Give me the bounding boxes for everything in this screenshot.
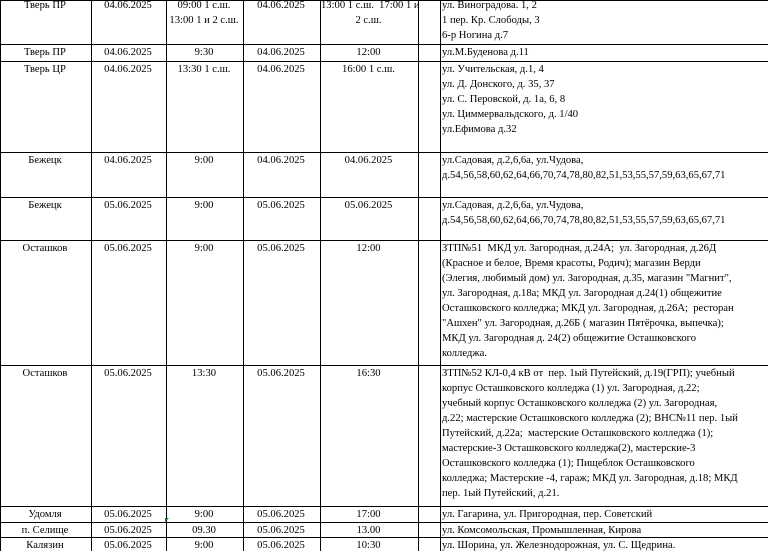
cell-address: ул. Гагарина, ул. Пригородная, пер. Советский <box>442 509 653 520</box>
cell-address: ул. Комсомольская, Промышленная, Кирова <box>442 525 642 536</box>
cell-start-date: 05.06.2025 <box>104 540 152 551</box>
cell-comment-marker <box>165 518 169 522</box>
cell-start-date: 05.06.2025 <box>104 525 152 536</box>
cell-region: Тверь ЦР <box>24 64 66 75</box>
cell-end-time: 05.06.2025 <box>344 200 393 211</box>
cell-start-time: 9:00 <box>194 540 214 551</box>
cell-end-time: 12:00 <box>356 243 381 254</box>
cell-end-time: 17:00 <box>356 509 381 520</box>
cell-end-time: 13.00 <box>356 525 381 536</box>
cell-region: Бежецк <box>28 155 62 166</box>
cell-address: ул.М.Буденова д.11 <box>442 47 529 58</box>
cell-region: Удомля <box>28 509 62 520</box>
cell-start-time: 13:30 1 с.ш. <box>177 64 231 75</box>
cell-start-time: 13:30 <box>191 368 217 379</box>
cell-start-date: 05.06.2025 <box>104 368 152 379</box>
cell-end-time: 10:30 <box>356 540 381 551</box>
cell-start-time: 9:00 <box>194 200 214 211</box>
cell-address: ул.Садовая, д.2,6,6а, ул.Чудова, д.54,56,58,60,62,64,66,70,74,78,80,82,51,53,55,57,59,63,65,67,71 <box>442 200 726 226</box>
cell-end-date: 05.06.2025 <box>257 368 305 379</box>
cell-end-date: 05.06.2025 <box>257 525 305 536</box>
cell-region: Тверь ПР <box>24 0 66 11</box>
cell-start-time: 09.30 <box>192 525 216 536</box>
cell-end-date: 05.06.2025 <box>257 509 305 520</box>
cell-address: ул. Шорина, ул. Железнодорожная, ул. С. Щедрина. <box>442 540 676 551</box>
cell-end-date: 04.06.2025 <box>257 155 305 166</box>
cell-start-time: 9:00 <box>194 243 214 254</box>
cell-end-time: 16:00 1 с.ш. <box>342 64 395 75</box>
cell-address: ЗТП№52 КЛ-0,4 кВ от пер. 1ый Путейский, д.19(ГРП); учебный корпус Осташковского колледжа (1) ул. Загородная, д.22; учебный корпус Осташковского колледжа (2) ул. Загородная, д.22; мастерские Осташковского колледжа (2); ВНС№11 пер. 1ый Путейский, д.22а; мастерские Осташковского колледжа (1); мастерские-3 Осташковского колледжа(2), мастерские-3 Осташковского колледжа (1); Пищеблок Осташковского колледжа; Мастерские -4, гараж; МКД ул. Загородная, д.18; МКД пер. 1ый Путейский, д.21. <box>442 368 738 499</box>
cell-end-time: 16:30 <box>356 368 381 379</box>
cell-end-date: 05.06.2025 <box>257 200 305 211</box>
cell-start-time: 9:30 <box>194 47 214 58</box>
cell-start-date: 04.06.2025 <box>104 155 152 166</box>
cell-end-time: 12:00 <box>356 47 381 58</box>
cell-region: Бежецк <box>28 200 62 211</box>
cell-address: ул.Садовая, д.2,6,6а, ул.Чудова, д.54,56,58,60,62,64,66,70,74,78,80,82,51,53,55,57,59,63,65,67,71 <box>442 155 726 181</box>
cell-end-time: 04.06.2025 <box>344 155 393 166</box>
cell-end-date: 05.06.2025 <box>257 243 305 254</box>
cell-end-time: 13:00 1 с.ш. 17:00 1 и 2 с.ш. <box>321 0 420 26</box>
cell-start-time: 9:00 <box>194 509 214 520</box>
cell-end-date: 04.06.2025 <box>257 0 305 11</box>
cell-address: ул. Учительская, д.1, 4 ул. Д. Донского, д. 35, 37 ул. С. Перовской, д. 1а, 6, 8 ул. Циммервальдского, д. 1/40 ул.Ефимова д.32 <box>442 64 579 135</box>
cell-start-date: 05.06.2025 <box>104 243 152 254</box>
cell-region: Тверь ПР <box>24 47 66 58</box>
cell-start-time: 9:00 <box>194 155 214 166</box>
cell-start-date: 05.06.2025 <box>104 509 152 520</box>
cell-region: Осташков <box>22 368 68 379</box>
cell-end-date: 04.06.2025 <box>257 64 305 75</box>
cell-start-date: 04.06.2025 <box>104 47 152 58</box>
cell-start-date: 04.06.2025 <box>104 0 152 11</box>
cell-region: Осташков <box>22 243 68 254</box>
cell-address: ЗТП№51 МКД ул. Загородная, д.24А; ул. Загородная, д.26Д (Красное и белое, Время красоты, Родич); магазин Верди (Элегия, любимый дом) ул. Загородная, д.35, магазин "Магнит", ул. Загородная, д.18а; МКД ул. Загородная д.24(1) общежитие Осташковского колледжа; МКД ул. Загородная, д.26А; ресторан "Ашхен" ул. Загородная, д.26Б ( магазин Пятёрочка, выпечка); МКД ул. Загородная д. 24(2) общежитие Осташковского колледжа. <box>442 243 734 359</box>
cell-start-time: 09:00 1 с.ш. 13:00 1 и 2 с.ш. <box>169 0 239 26</box>
cell-region: Калязин <box>26 540 64 551</box>
cell-address: ул. Виноградова. 1, 2 1 пер. Кр. Слободы, 3 6-р Ногина д.7 <box>442 0 540 41</box>
cell-end-date: 04.06.2025 <box>257 47 305 58</box>
cell-start-date: 05.06.2025 <box>104 200 152 211</box>
cell-start-date: 04.06.2025 <box>104 64 152 75</box>
cell-region: п. Селище <box>21 525 69 536</box>
cell-end-date: 05.06.2025 <box>257 540 305 551</box>
